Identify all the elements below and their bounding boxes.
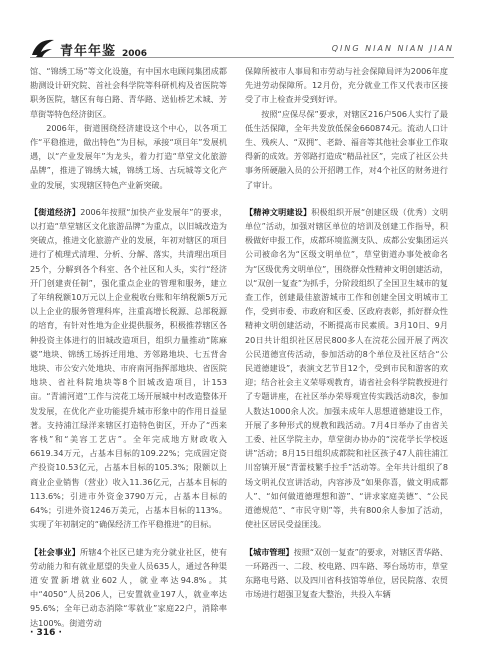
left-column xyxy=(30,64,227,630)
running-head: QING NIAN NIAN JIAN xyxy=(331,44,454,53)
bird-emblem-icon xyxy=(30,37,56,59)
yearbook-title: 青年年鉴 xyxy=(60,44,117,59)
right-column xyxy=(245,64,448,601)
paragraph: 按照“应保尽保”要求，对辖区216户506人实行了最低生活保障，全年共发放低保金660874元。流动人口计生、残疾人、“双拥”、老龄、福音等其他社会事业工作取得新的成效。芳邻路打造成“精品社区”，完成了社区公共事务所硬融入员的公开招聘工作，对4个社区的财务进行了审计。 xyxy=(245,108,448,190)
section-civilization-building xyxy=(245,205,448,532)
paragraph: 2006年，街道围绕经济建设这个中心，以各项工作“平稳推进，做出特色”为目标，承接“项目年”发展机遇，以“产业发展年”为龙头，着力打造“草堂文化旅游品牌”，推进了锦绣大城，锦绣工场、古玩城等文化产业的发展，实现辖区特色产业新突破。 xyxy=(30,122,227,190)
paragraph: 馆、“锦绣工场”等文化设施，有中国水电顾问集团成都勘测设计研究院、首社会科学院等科研机构及省医院等职务医院，辖区有每白路、青华路、送仙桥艺术城、芳草街等特色经济街区。 xyxy=(30,66,227,119)
section-text: 所辖4个社区已建为充分就业社区，使有劳动能力和有就业愿望的失业人员635人，通过各种渠道安置新增就业602人，就业率达94.8%。其中“4050”人员206人，已安置就业197人，就业率达95.6%；全年已动态消除“零就业”家庭22户，消除率达100%。街道劳动 xyxy=(30,546,227,628)
section-heading: 【城市管理】 xyxy=(245,546,294,557)
section-heading: 【街道经济】 xyxy=(30,206,81,217)
paragraph: 保障所被市人事局和市劳动与社会保障局评为2006年度先进劳动保障所。12月份，充分就业工作又代表市区接受了市上检查并受到好评。 xyxy=(245,66,448,105)
header-rule xyxy=(30,57,454,58)
yearbook-year: 2006 xyxy=(122,49,148,59)
section-street-economy xyxy=(30,205,227,532)
section-heading: 【社会事业】 xyxy=(30,546,81,557)
section-city-management xyxy=(245,545,448,602)
yearbook-logo xyxy=(30,37,147,59)
section-heading: 【精神文明建设】 xyxy=(245,206,312,217)
section-text: 按照“双创一复查”的要求，对辖区青华路、一环路西一、二段、校电路、四车路、琴台场坊市，草堂东路电号路、以及四川省科技馆等单位，居民院落、农贸市场进行超强卫复查大整治，共投入车辆 xyxy=(245,546,448,600)
section-text: 2006年按照“加快产业发展年”的要求，以打造“草堂辖区文化旅游品牌”为重点，以旧城改造为突破点，推进文化旅游产业的发展，年初对辖区的项目进行了梳理式清理、分析、分解、落实，共清理出项目25个，分解到各个科室、各个社区和人头，实行“经济开门创建责任制”，强化重点企业的管理和服务，建立了年纳税额10万元以上企业税收台账和年纳税额5万元以上企业的服务管理科库，注重高增长税源、总部税源的培育，有针对性地为企业提供服务，积极推荐辖区各种投资主体进行的旧城改造项目，组织力量推动“陈麻婆”地块、锦绣工场拆迁用地、芳邻路地块、七五背舍地块、市公安六处地块、市府南河指挥部地块、省医院地块、省社科院地块等8个旧城改造项目，计153亩。“青浦河道”工作与浣花工场开展城中村改造整体开发发展，在优化产业功能提升城市形象中的作用日益显著。支持浦江绿洋来辖区打造特色街区，开办了“西来客栈”和“美容工艺店”。全年完成地方财政收入6619.34万元，占基本目标的109.22%；完成固定资产投资10.53亿元，占基本目标的105.3%；限额以上商业企业销售（营业）收入11.36亿元，占基本目标的113.6%；引进市外资金3790万元，占基本目标的64%；引进外资1246万美元，占基本目标的113%。实现了年初制定的“确保经济工作平稳推进”的目标。 xyxy=(30,206,227,530)
section-text: 积极组织开展“创建区级（优秀）文明单位”活动，加强对辖区单位的培训及创建工作指导，积极做好申报工作，成都环境监测支队、成都公安集团运兴公司被命名为“区级文明单位”，草堂街道办事处被命名为“区级优秀文明单位”，围绕群众性精神文明创建活动，以“双创一复查”为抓手，分阶段组织了全国卫生城市的复查工作，创建最佳旅游城市工作和创建全国文明城市工作，受到市委、市政府和区委、区政府表彰，抓好群众性精神文明创建活动，不断提高市民素质。3月10日、9月20日共计组织社区居民800多人在浣花公园开展了两次公民道德宣传活动，参加活动的8个单位及社区结合“公民道德建设”，表演文艺节目12个，受到市民和游客的欢迎；结合社会主义荣辱观教育，请省社会科学院教授进行了专题讲座，在社区举办荣辱观宣传实践活动8次，参加人数达1000余人次。加强未成年人思想道德建设工作，开展了多种形式的规教和践活动。7月4日举办了由省关工委、社区学院主办，草堂街办协办的“浣花学长学校返讲”活动；8月15日组织成都院和社区孩子47人前往浦江川窑镇开展“青蕾枝繁手拉手”活动等。全年共计组织了8场文明礼仪宣讲活动，内容涉及“如果你喜，做文明成都人”、“如何做道德理想和游”、“讲求家庭美德”、“公民道德规范”、“市民守则”等，共有800余人参加了活动，使社区居民受益匪浅。 xyxy=(245,206,448,530)
section-social-affairs xyxy=(30,545,227,630)
page-header xyxy=(0,0,480,60)
page-number: · 316 · xyxy=(30,628,62,638)
